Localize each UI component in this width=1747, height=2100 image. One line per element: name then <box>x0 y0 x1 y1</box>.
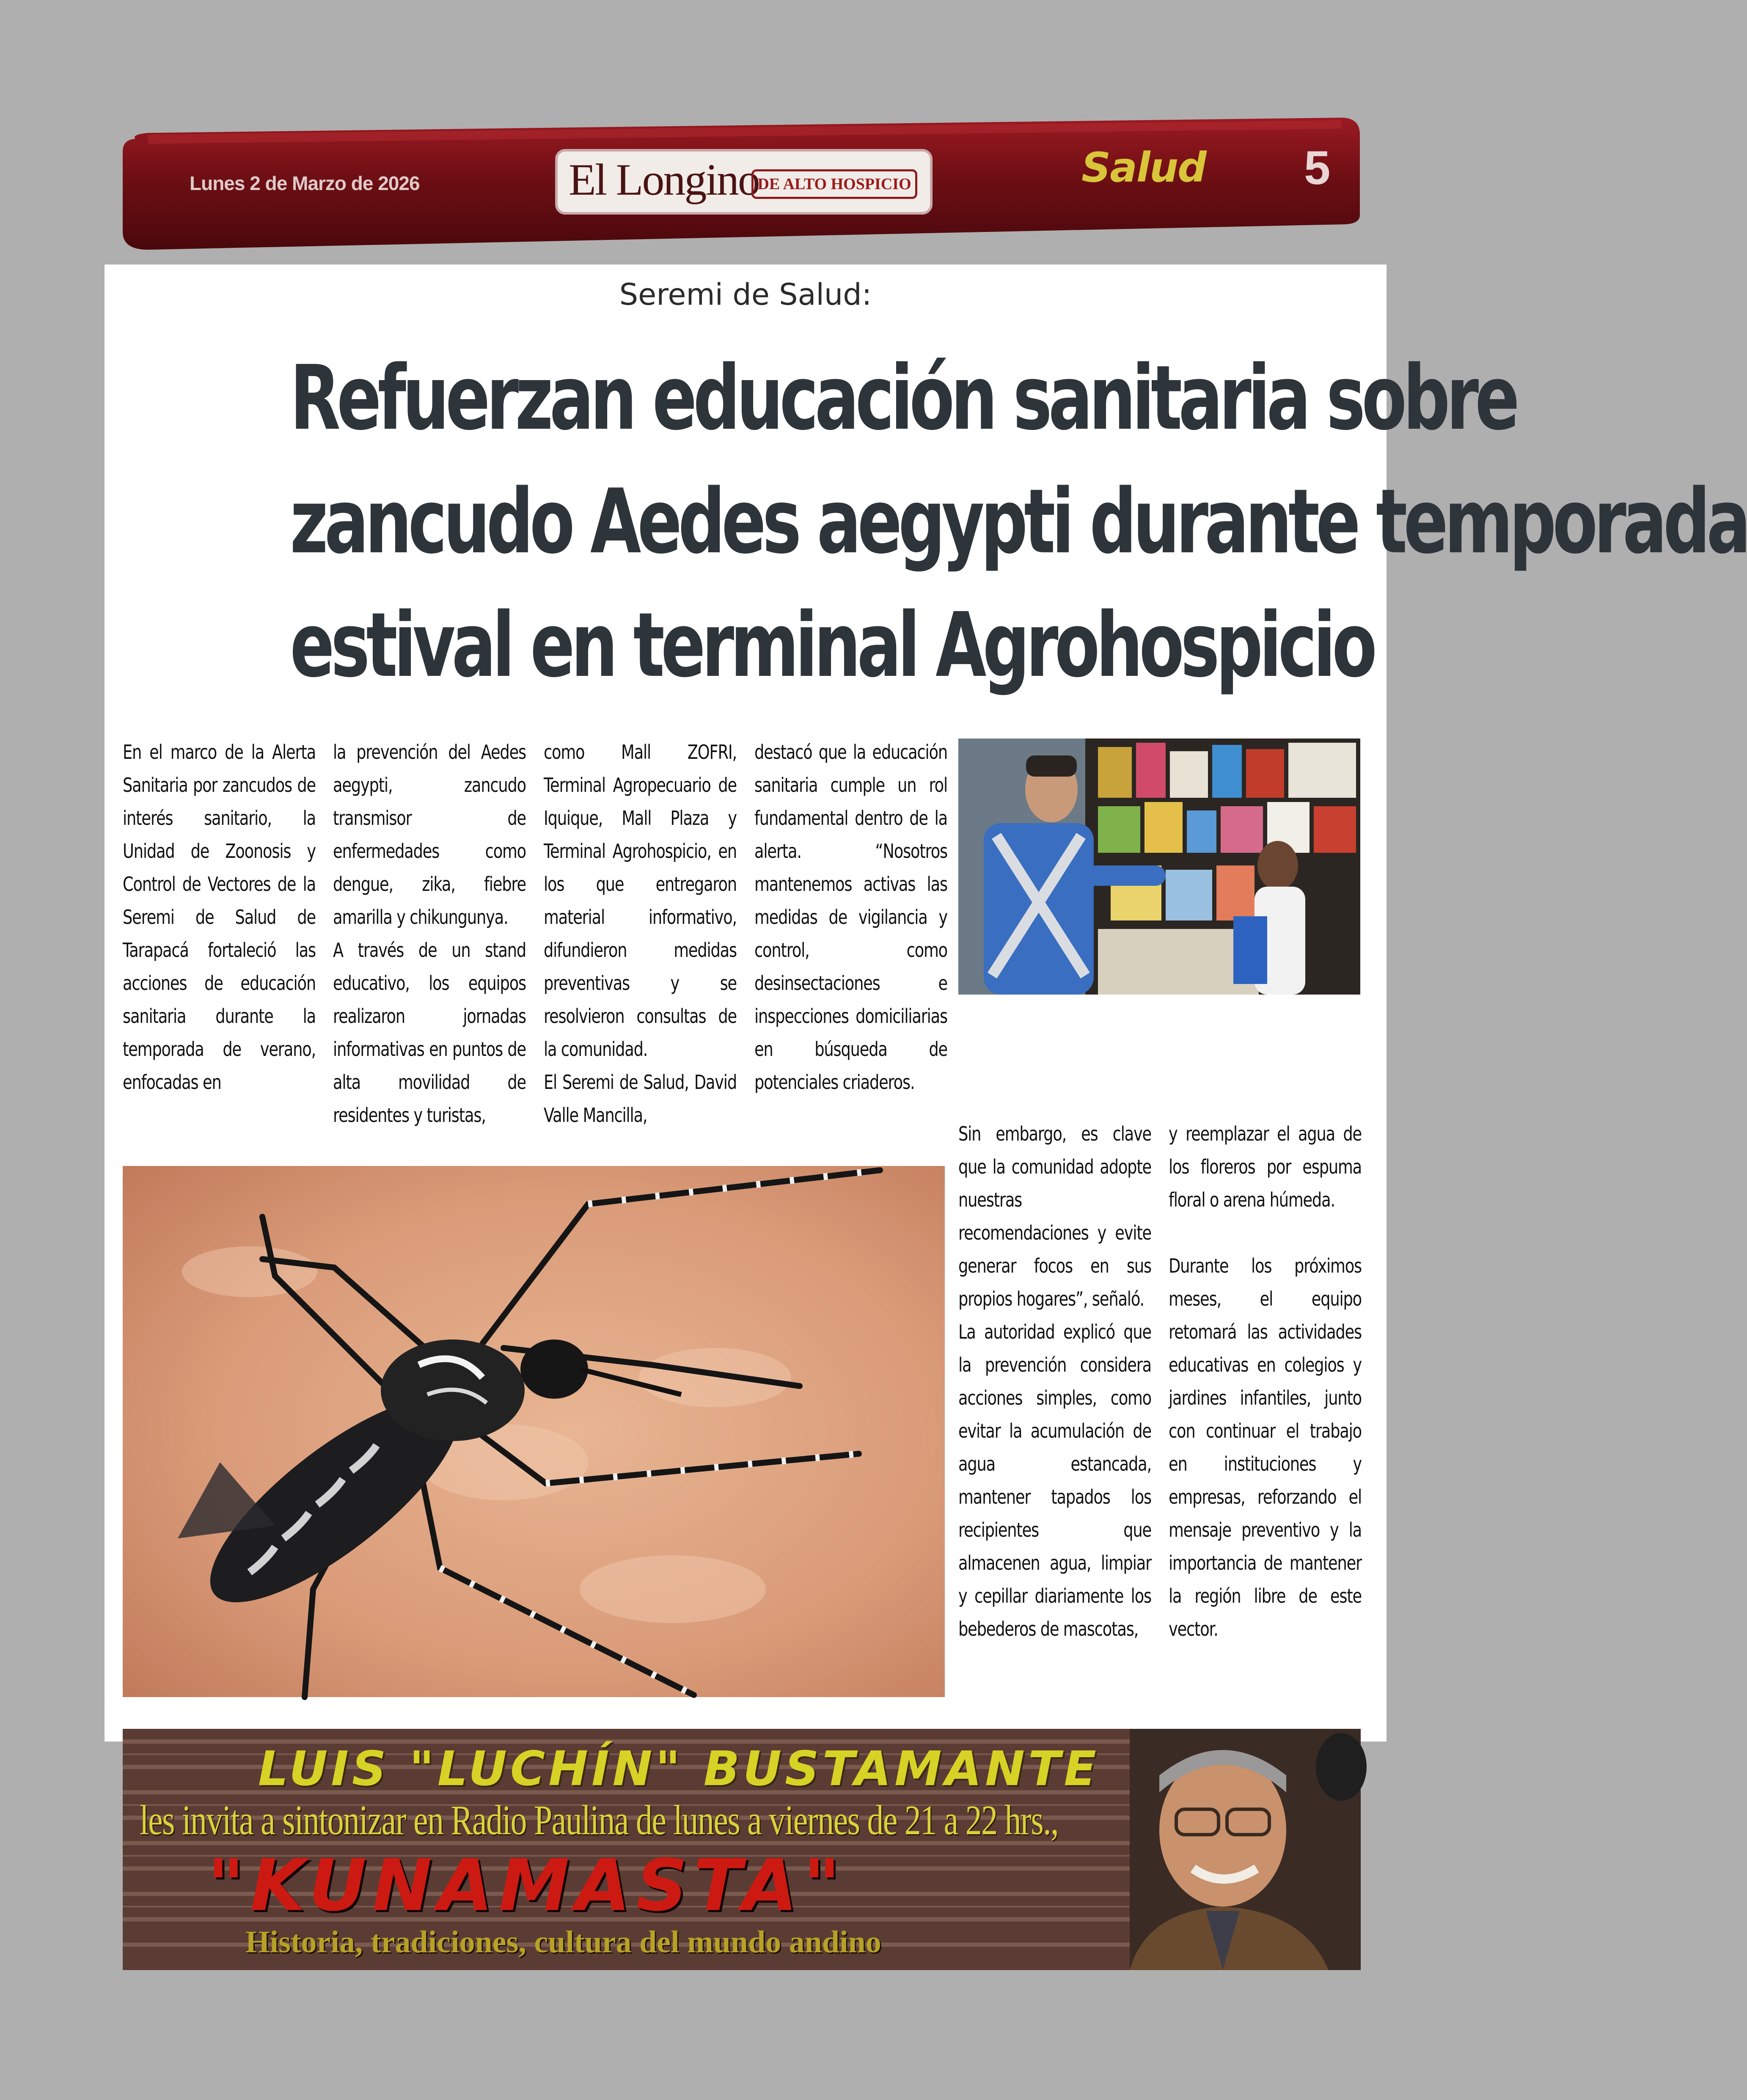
paragraph: A través de un stand educativo, los equipos realizaron jornadas informativas en puntos de alta movilidad de residentes y turistas, <box>333 939 526 1127</box>
issue-date: Lunes 2 de Marzo de 2026 <box>190 172 420 194</box>
article-column-4 <box>754 736 947 1099</box>
masthead-logo <box>555 149 933 215</box>
paragraph: En el marco de la Alerta Sanitaria por zancudos de interés sanitario, la Unidad de Zoonosis y Control de Vectores de la Seremi de Salud de Tarapacá fortaleció las acciones de educación sanitaria durante la temporada de verano, enfocadas en <box>123 741 316 1094</box>
section-label: Salud <box>1081 144 1206 191</box>
radio-program-ad[interactable] <box>123 1729 1361 1970</box>
host-portrait <box>1130 1729 1367 1970</box>
ad-invitation: les invita a sintonizar en Radio Paulina de lunes a viernes de 21 a 22 hrs., <box>140 1797 1059 1844</box>
paragraph: El Seremi de Salud, David Valle Mancilla, <box>544 1071 737 1127</box>
headline-line: Refuerzan educación sanitaria sobre <box>290 346 1516 450</box>
article-headline <box>290 336 1747 707</box>
ad-host-name: LUIS "LUCHÍN" BUSTAMANTE <box>258 1742 1100 1797</box>
article-column-6 <box>1169 1117 1362 1645</box>
newspaper-header <box>123 118 1360 250</box>
page-number: 5 <box>1304 141 1331 194</box>
article-column-3 <box>544 736 737 1132</box>
logo-subtitle: DE ALTO HOSPICIO <box>751 169 917 199</box>
article-column-5 <box>958 1117 1151 1645</box>
paragraph: La autoridad explicó que la prevención considera acciones simples, como evitar la acumulación de agua estancada, mantener tapados los recipientes que almacenen agua, limpiar y cepillar diariamente los bebederos de mascotas, <box>958 1320 1151 1640</box>
paragraph: y reemplazar el agua de los floreros por espuma floral o arena húmeda. <box>1169 1122 1362 1211</box>
headline-line: estival en terminal Agrohospicio <box>290 593 1374 697</box>
paragraph: la prevención del Aedes aegypti, zancudo transmisor de enfermedades como dengue, zika, fiebre amarilla y chikungunya. <box>333 741 526 929</box>
headline-line: zancudo Aedes aegypti durante temporada <box>290 470 1747 573</box>
article-column-2 <box>333 736 526 1132</box>
article-column-1 <box>123 736 316 1099</box>
article-kicker: Seremi de Salud: <box>619 277 872 312</box>
ad-tagline: Historia, tradiciones, cultura del mundo andino <box>245 1925 881 1959</box>
photo-aedes-aegypti-mosquito <box>123 1166 945 1697</box>
paragraph: Durante los próximos meses, el equipo retomará las actividades educativas en colegios y jardines infantiles, junto con continuar el trabajo en instituciones y empresas, reforzando el mensaje preventivo y la importancia de mantener la región libre de este vector. <box>1169 1254 1362 1640</box>
photo-health-worker-at-shop <box>958 739 1360 995</box>
paragraph: destacó que la educación sanitaria cumple un rol fundamental dentro de la alerta. “Nosotros mantenemos activas las medidas de vigilancia y control, como desinsectaciones e inspecciones domiciliarias en búsqueda de potenciales criaderos. <box>754 741 947 1094</box>
ad-program-name: "KUNAMASTA" <box>207 1844 847 1927</box>
paragraph: como Mall ZOFRI, Terminal Agropecuario de Iquique, Mall Plaza y Terminal Agrohospicio, en los que entregaron material informativo, difundieron medidas preventivas y se resolvieron consultas de la comunidad. <box>544 741 737 1061</box>
paragraph: Sin embargo, es clave que la comunidad adopte nuestras recomendaciones y evite generar focos en sus propios hogares”, señaló. <box>958 1122 1151 1310</box>
logo-name: El Longino <box>569 155 759 204</box>
